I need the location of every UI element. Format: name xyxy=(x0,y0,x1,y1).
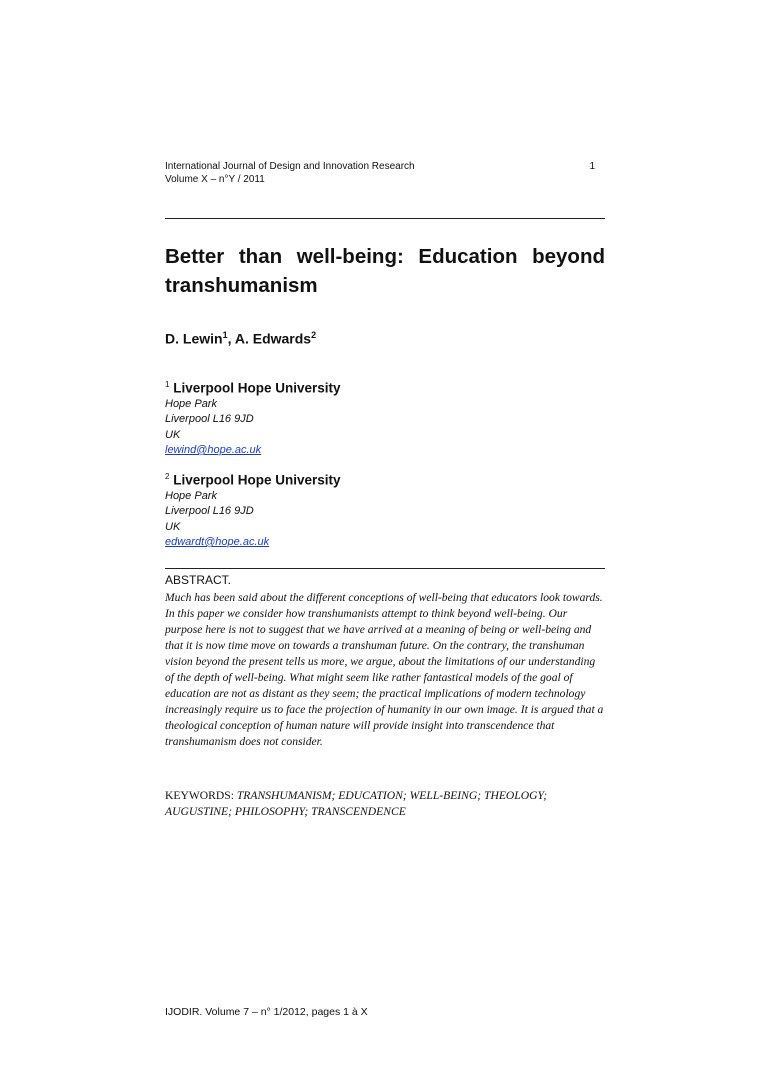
address-line: Hope Park xyxy=(165,397,217,410)
paper-title: Better than well-being: Education beyond transhumanism xyxy=(165,245,605,297)
abstract-label: ABSTRACT. xyxy=(165,573,232,587)
affiliation-block xyxy=(165,376,605,459)
affiliation-mark: 1 xyxy=(165,380,170,389)
running-header xyxy=(165,160,605,186)
email-link[interactable]: lewind@hope.ac.uk xyxy=(165,444,262,456)
author-separator: , xyxy=(227,330,235,347)
keywords-label: KEYWORDS: xyxy=(165,789,234,802)
email-link[interactable]: edwardt@hope.ac.uk xyxy=(165,536,270,548)
affiliation-block xyxy=(165,468,605,551)
address-line: Hope Park xyxy=(165,489,217,502)
author-name: A. Edwards xyxy=(234,330,312,347)
keywords-list: TRANSHUMANISM; EDUCATION; WELL-BEING; THEOLOGY; AUGUSTINE; PHILOSOPHY; TRANSCENDENCE xyxy=(165,789,548,818)
university-name: Liverpool Hope University xyxy=(173,380,341,396)
abstract-text: Much has been said about the different conceptions of well-being that educators look towards. In this paper we consider how transhumanists attempt to think beyond well-being. Our purpose here is not to suggest that we have arrived at a meaning of being or well-being and that it is now time move on towards a transhuman future. On the contrary, the transhuman vision beyond the present tells us more, we argue, about the limitations of our understanding of the depth of well-being. What might seem like rather fantastical models of the goal of education are not as distant as they seem; the practical implications of modern technology increasingly require us to face the projection of humanity in our own image. It is argued that a theological conception of human nature will provide insight into transcendence that transhumanism does not consider. xyxy=(165,591,604,748)
volume-info: Volume X – n°Y / 2011 xyxy=(165,174,265,185)
affiliation-mark: 2 xyxy=(165,472,170,481)
journal-name: International Journal of Design and Innovation Research xyxy=(165,161,415,172)
affiliation-university xyxy=(165,376,605,397)
abstract-divider xyxy=(165,568,605,569)
header-divider xyxy=(165,218,605,219)
author-affiliation-mark: 1 xyxy=(222,330,228,340)
address-line: UK xyxy=(165,428,181,441)
page-footer: IJODIR. Volume 7 – n° 1/2012, pages 1 à X xyxy=(165,1006,368,1018)
author-name: D. Lewin xyxy=(165,330,223,347)
address-line: Liverpool L16 9JD xyxy=(165,505,254,517)
address-line: UK xyxy=(165,520,181,533)
author-affiliation-mark: 2 xyxy=(311,330,317,340)
page-number: 1 xyxy=(589,161,595,172)
affiliation-university xyxy=(165,468,605,489)
university-name: Liverpool Hope University xyxy=(173,472,341,488)
keywords xyxy=(165,788,605,820)
address-line: Liverpool L16 9JD xyxy=(165,413,254,425)
author-list xyxy=(165,330,316,347)
